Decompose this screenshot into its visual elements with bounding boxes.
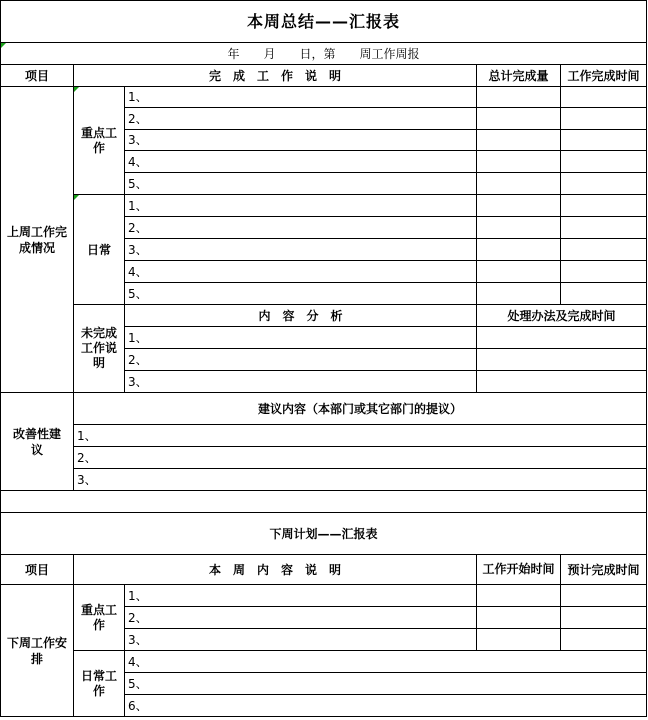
key-row-5[interactable]: 5、	[128, 176, 148, 191]
suggestion-row-1[interactable]: 1、	[77, 428, 97, 443]
suggestion-label: 改善性建议	[12, 426, 61, 457]
key-row-2[interactable]: 2、	[128, 111, 148, 126]
suggestion-row-3[interactable]: 3、	[77, 472, 97, 487]
border-line	[0, 716, 647, 717]
header-done-time: 工作完成时间	[567, 68, 640, 83]
plan-key-label: 重点工作	[80, 602, 117, 632]
daily-row-3[interactable]: 3、	[128, 242, 148, 257]
undone-row-1[interactable]: 1、	[128, 330, 148, 345]
plan-header-start: 工作开始时间	[482, 562, 555, 576]
border-line	[0, 490, 647, 491]
key-work-label: 重点工作	[80, 125, 117, 155]
suggestion-header: 建议内容（本部门或其它部门的提议）	[257, 401, 462, 416]
plan-daily-row-4[interactable]: 4、	[128, 654, 148, 669]
undone-row-2[interactable]: 2、	[128, 352, 148, 367]
border-line	[560, 64, 561, 304]
report-title: 本周总结——汇报表	[246, 11, 400, 31]
header-total: 总计完成量	[488, 68, 549, 83]
undone-row-3[interactable]: 3、	[128, 374, 148, 389]
plan-title: 下周计划——汇报表	[269, 526, 378, 541]
plan-daily-row-5[interactable]: 5、	[128, 676, 148, 691]
key-row-4[interactable]: 4、	[128, 154, 148, 169]
key-row-1[interactable]: 1、	[128, 90, 148, 104]
plan-key-row-1[interactable]: 1、	[128, 588, 148, 603]
daily-row-5[interactable]: 5、	[128, 286, 148, 301]
daily-row-2[interactable]: 2、	[128, 220, 148, 235]
header-work-description: 完 成 工 作 说 明	[208, 68, 341, 83]
header-item: 项目	[24, 68, 49, 83]
border-line	[476, 64, 477, 392]
plan-key-row-3[interactable]: 3、	[128, 632, 148, 647]
plan-label: 下周工作安排	[7, 635, 68, 666]
key-row-3[interactable]: 3、	[128, 133, 148, 147]
last-week-label: 上周工作完成情况	[7, 224, 68, 255]
plan-key-row-2[interactable]: 2、	[128, 610, 148, 625]
plan-header-item: 项目	[24, 562, 49, 577]
plan-header-expected: 预计完成时间	[567, 562, 640, 577]
date-line: 年 月 日，第 周工作周报	[227, 46, 420, 61]
daily-row-4[interactable]: 4、	[128, 264, 148, 279]
daily-row-1[interactable]: 1、	[128, 198, 148, 213]
plan-daily-row-6[interactable]: 6、	[128, 698, 148, 713]
border-line	[646, 0, 647, 717]
undone-label: 未完成工作说明	[80, 326, 117, 370]
handle-header: 处理办法及完成时间	[507, 308, 616, 323]
plan-daily-label: 日常工作	[80, 668, 117, 698]
suggestion-row-2[interactable]: 2、	[77, 450, 97, 465]
analysis-header: 内 容 分 析	[258, 308, 343, 323]
daily-label: 日常	[86, 242, 111, 257]
plan-header-content: 本 周 内 容 说 明	[208, 562, 341, 577]
